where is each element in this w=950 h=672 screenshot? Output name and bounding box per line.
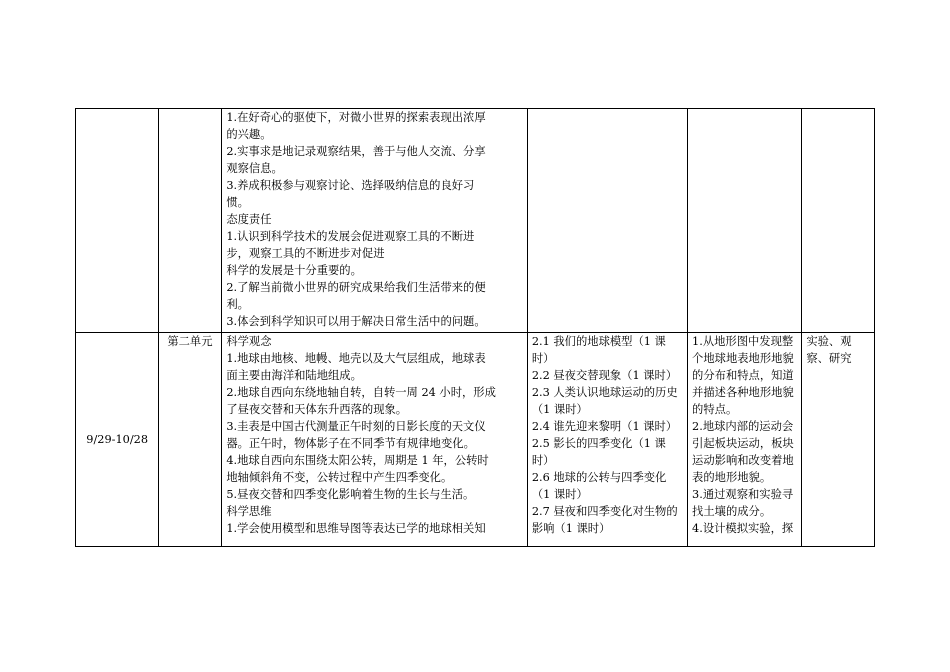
text-line: 惯。	[226, 196, 249, 209]
text-line: 1.在好奇心的驱使下，对微小世界的探索表现出浓厚	[226, 111, 486, 124]
text-line: 2.了解当前微小世界的研究成果给我们生活带来的便	[226, 281, 486, 294]
text-line: 运动影响和改变着地	[692, 454, 794, 467]
methods-cell	[802, 333, 875, 547]
text-line: 个地球地表地形地貌	[692, 352, 794, 365]
text-line: 1.从地形图中发现整	[692, 335, 794, 348]
unit-cell	[159, 109, 222, 333]
text-line: 科学观念	[226, 335, 272, 348]
text-line: 2.实事求是地记录观察结果，善于与他人交流、分享	[226, 145, 486, 158]
text-line: 2.3 人类认识地球运动的历史	[531, 386, 678, 399]
activities-cell	[688, 109, 802, 333]
text-line: 2.6 地球的公转与四季变化	[531, 471, 667, 484]
activities-cell	[688, 333, 802, 547]
text-line: 3.体会到科学知识可以用于解决日常生活中的问题。	[226, 315, 486, 328]
text-line: 了昼夜交替和天体东升西落的现象。	[226, 403, 408, 416]
text-line: 引起板块运动，板块	[692, 437, 794, 450]
methods-cell	[802, 109, 875, 333]
text-line: 面主要由海洋和陆地组成。	[226, 369, 362, 382]
text-line: 的特点。	[692, 403, 738, 416]
text-line: 2.地球自西向东绕地轴自转，自转一周 24 小时，形成	[226, 386, 496, 399]
text-line: 2.4 谁先迎来黎明（1 课时）	[531, 420, 678, 433]
text-line: 1.学会使用模型和思维导图等表达已学的地球相关知	[226, 522, 486, 535]
text-line: 的兴趣。	[226, 128, 272, 141]
lessons-cell	[527, 109, 687, 333]
unit-name: 第二单元	[167, 335, 213, 348]
text-line: 找土壤的成分。	[692, 505, 772, 518]
table-row	[76, 333, 875, 547]
text-line: 1.认识到科学技术的发展会促进观察工具的不断进	[226, 230, 475, 243]
teaching-plan-table	[75, 108, 875, 547]
text-line: 时）	[531, 454, 555, 467]
date-range: 9/29-10/28	[86, 433, 149, 446]
text-line: 2.地球内部的运动会	[692, 420, 794, 433]
text-line: 3.养成积极参与观察讨论、选择吸纳信息的良好习	[226, 179, 475, 192]
table-row	[76, 109, 875, 333]
text-line: 表的地形地貌。	[692, 471, 772, 484]
text-line: （1 课时）	[531, 403, 588, 416]
text-line: 实验、观	[806, 335, 852, 348]
text-line: 器。正午时，物体影子在不同季节有规律地变化。	[226, 437, 475, 450]
date-cell	[76, 333, 159, 547]
text-line: 3.圭表是中国古代测量正午时刻的日影长度的天文仪	[226, 420, 486, 433]
text-line: 5.昼夜交替和四季变化影响着生物的生长与生活。	[226, 488, 475, 501]
text-line: 并描述各种地形地貌	[692, 386, 794, 399]
text-line: 地轴倾斜角不变，公转过程中产生四季变化。	[226, 471, 453, 484]
text-line: 察、研究	[806, 352, 852, 365]
text-line: 态度责任	[226, 213, 272, 226]
text-line: 2.2 昼夜交替现象（1 课时）	[531, 369, 678, 382]
lessons-cell	[527, 333, 687, 547]
text-line: 科学思维	[226, 505, 272, 518]
unit-cell	[159, 333, 222, 547]
text-line: 2.5 影长的四季变化（1 课	[531, 437, 666, 450]
text-line: 影响（1 课时）	[531, 522, 611, 535]
text-line: 时）	[531, 352, 555, 365]
text-line: 利。	[226, 298, 249, 311]
text-line: 4.地球自西向东围绕太阳公转，周期是 1 年，公转时	[226, 454, 489, 467]
text-line: 科学的发展是十分重要的。	[226, 264, 362, 277]
text-line: 1.地球由地核、地幔、地壳以及大气层组成，地球表	[226, 352, 486, 365]
text-line: 2.1 我们的地球模型（1 课	[531, 335, 666, 348]
objectives-cell	[222, 109, 528, 333]
text-line: 3.通过观察和实验寻	[692, 488, 794, 501]
text-line: 2.7 昼夜和四季变化对生物的	[531, 505, 678, 518]
text-line: （1 课时）	[531, 488, 588, 501]
text-line: 的分布和特点，知道	[692, 369, 794, 382]
text-line: 观察信息。	[226, 162, 283, 175]
objectives-cell	[222, 333, 528, 547]
date-cell	[76, 109, 159, 333]
text-line: 步，观察工具的不断进步对促进	[226, 247, 385, 260]
text-line: 4.设计模拟实验，探	[692, 522, 794, 535]
